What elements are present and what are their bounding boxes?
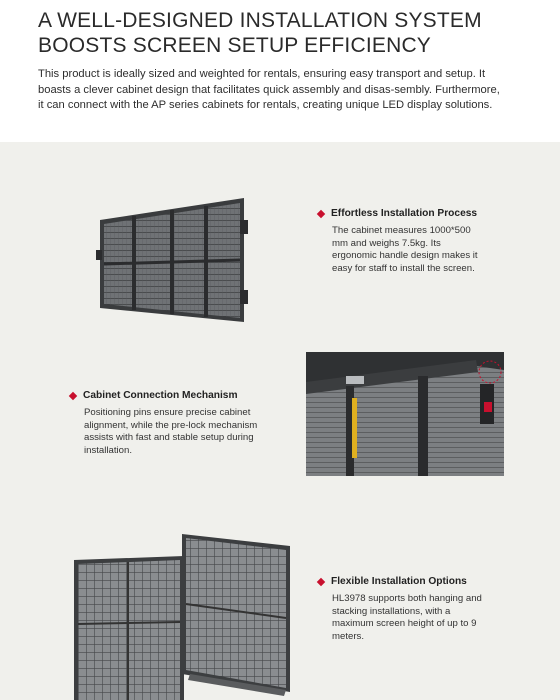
- feature-description: Positioning pins ensure precise cabinet alignment, while the pre-lock mechanism assists with fast and stable setup during installation.: [84, 407, 258, 456]
- feature-description: HL3978 supports both hanging and stacking installations, with a maximum screen height of up to 9 meters.: [332, 593, 482, 642]
- feature-connection-mechanism: [70, 390, 290, 457]
- diamond-bullet-icon: [317, 209, 325, 217]
- page-title: [38, 8, 538, 58]
- intro-paragraph: This product is ideally sized and weighted for rentals, ensuring easy transport and setup. It boasts a clever cabinet design that facilitates quick assembly and disas-sembly. Furthermore, it can connect with the AP series cabinets for rentals, creating unique LED display solutions.: [38, 68, 500, 111]
- feature-installation-process: [318, 208, 498, 275]
- feature-title-row: [318, 208, 498, 219]
- feature-title-row: [318, 576, 518, 587]
- connection-detail-image: [306, 352, 504, 476]
- cabinet-perspective-image: [94, 190, 254, 330]
- feature-description: The cabinet measures 1000*500 mm and weighs 7.5kg. Its ergonomic handle design makes it easy for staff to install the screen.: [332, 225, 478, 274]
- diamond-bullet-icon: [69, 391, 77, 399]
- feature-title: Flexible Installation Options: [331, 576, 467, 587]
- feature-installation-options: [318, 576, 518, 643]
- feature-title-row: [70, 390, 290, 401]
- header-section: [0, 0, 560, 142]
- page-title-line-1: A WELL-DESIGNED INSTALLATION SYSTEM: [38, 9, 482, 32]
- diamond-bullet-icon: [317, 577, 325, 585]
- feature-title: Effortless Installation Process: [331, 208, 478, 219]
- stacked-cabinets-image: [70, 524, 290, 700]
- page-title-line-2: BOOSTS SCREEN SETUP EFFICIENCY: [38, 34, 432, 57]
- feature-title: Cabinet Connection Mechanism: [83, 390, 238, 401]
